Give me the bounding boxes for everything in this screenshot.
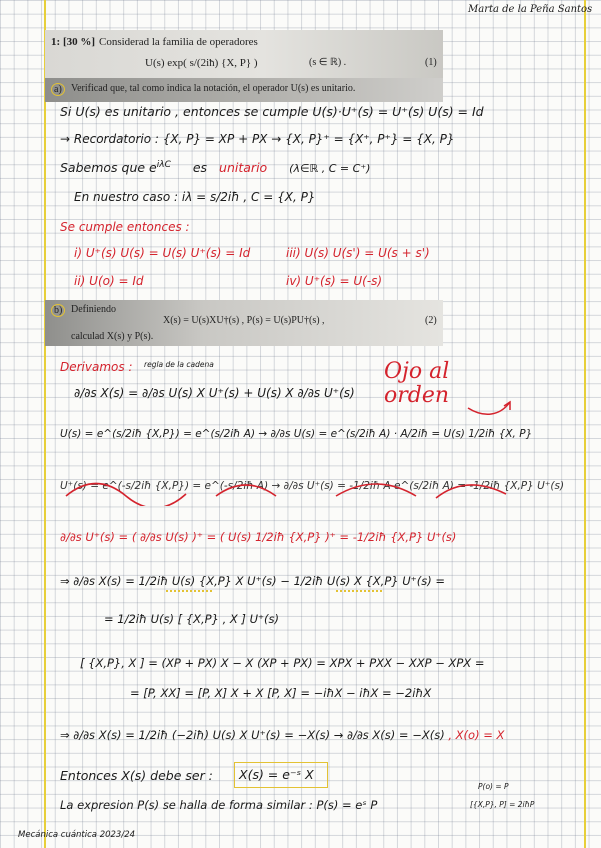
property-iv: iv) U⁺(s) = U(-s) <box>286 274 383 288</box>
result-formula: X(s) = e⁻ˢ X <box>239 767 314 782</box>
note-warning-order: Ojo al orden <box>384 359 450 408</box>
eq-commutator-form: = 1/2iħ U(s) [ {X,P} , X ] U⁺(s) <box>104 612 280 626</box>
highlight-wave-2 <box>336 590 382 592</box>
property-i: i) U⁺(s) U(s) = U(s) U⁺(s) = Id <box>74 246 251 260</box>
side-note-commutator: [{X,P}, P] = 2iħP <box>470 800 535 809</box>
side-note-p0: P(o) = P <box>478 782 509 791</box>
problem-eq-number: (1) <box>425 57 437 68</box>
problem-weight: [30 %] <box>63 36 96 48</box>
eq-ode-text: ⇒ ∂/∂s X(s) = 1/2iħ (−2iħ) U(s) X U⁺(s) = −X(s) → ∂/∂s X(s) = −X(s) <box>60 728 445 742</box>
part-b-ask: calculad X(s) y P(s). <box>71 331 154 342</box>
left-margin-line <box>44 0 46 848</box>
right-margin-line <box>584 0 586 848</box>
note-derive: Derivamos : <box>60 360 133 374</box>
part-b-formula: X(s) = U(s)XU†(s) , P(s) = U(s)PU†(s) , <box>163 315 325 326</box>
problem-formula: U(s) exp( s/(2iħ) {X, P} ) <box>145 57 258 69</box>
part-a-label: a) <box>51 83 65 96</box>
part-a-text: Verificad que, tal como indica la notación, el operador U(s) es unitario. <box>71 83 356 94</box>
problem-statement: Considerad la familia de operadores <box>99 36 258 48</box>
strike-scribble <box>56 466 516 506</box>
note-unitary-word: unitario <box>219 160 268 176</box>
eq-commutator-expand: [ {X,P}, X ] = (XP + PX) X − X (XP + PX) = XPX + PXX − XXP − XPX = <box>80 656 485 670</box>
part-b-label: b) <box>51 304 65 317</box>
note-reminder: → Recordatorio : {X, P} = XP + PX → {X, P}⁺ = {X⁺, P⁺} = {X, P} <box>60 132 455 146</box>
eq-x-derivative-expanded: ⇒ ∂/∂s X(s) = 1/2iħ U(s) {X,P} X U⁺(s) − 1/2iħ U(s) X {X,P} U⁺(s) = <box>60 574 445 588</box>
note-condition: (λ∈ℝ , C = C⁺) <box>289 162 371 176</box>
eq-initial-condition: , X(o) = X <box>448 728 505 742</box>
eq-crossed-out: U⁺(s) = e^(-s/2iħ {X,P}) = e^(-s/2iħ A) → ∂/∂s U⁺(s) = -1/2iħ A e^(s/2iħ A) = -1/2iħ {X,P} U⁺(s) <box>60 480 565 492</box>
note-our-case: En nuestro caso : iλ = s/2iħ , C = {X, P} <box>74 190 316 204</box>
property-iii: iii) U(s) U(s') = U(s + s') <box>286 246 430 260</box>
problem-domain: (s ∈ ℝ) . <box>309 57 347 68</box>
author-signature: Marta de la Peña Santos <box>468 4 593 15</box>
part-b-eq-number: (2) <box>425 315 437 326</box>
note-unitary-condition: Si U(s) es unitario , entonces se cumple U(s)·U⁺(s) = U⁺(s) U(s) = Id <box>60 104 484 119</box>
part-b-text: Definiendo <box>71 304 116 315</box>
note-we-know <box>60 160 370 175</box>
part-b-strip <box>45 300 443 346</box>
conclusion-text: Entonces X(s) debe ser : <box>60 768 213 783</box>
note-it-holds: Se cumple entonces : <box>60 220 190 234</box>
problem-statement-strip <box>45 30 443 102</box>
warning-arrow-icon <box>466 392 516 422</box>
note-we-know-mid: es <box>192 160 208 176</box>
eq-commutator-result: = [P, XX] = [P, X] X + X [P, X] = −iħX − iħX = −2iħX <box>130 686 432 700</box>
similar-result: La expresion P(s) se halla de forma similar : P(s) = eˢ P <box>60 798 378 812</box>
eq-u-exponential: U(s) = e^(s/2iħ {X,P}) = e^(s/2iħ A) → ∂/∂s U(s) = e^(s/2iħ A) · A/2iħ = U(s) 1/2iħ {X, P} <box>60 428 533 440</box>
note-chain-rule: regla de la cadena <box>144 360 214 369</box>
eq-u-dagger-derivative: ∂/∂s U⁺(s) = ( ∂/∂s U(s) )⁺ = ( U(s) 1/2iħ {X,P} )⁺ = -1/2iħ {X,P} U⁺(s) <box>60 530 457 544</box>
result-box <box>234 762 328 788</box>
note-we-know-exponent: iλC <box>156 160 171 170</box>
highlight-wave-1 <box>166 590 212 592</box>
eq-ode <box>60 728 504 742</box>
property-ii: ii) U(o) = Id <box>74 274 144 288</box>
note-we-know-text: Sabemos que e <box>60 160 157 176</box>
eq-derivative-chain: ∂/∂s X(s) = ∂/∂s U(s) X U⁺(s) + U(s) X ∂/∂s U⁺(s) <box>74 386 355 400</box>
problem-number: 1: <box>51 36 61 48</box>
footer-course: Mecánica cuántica 2023/24 <box>18 830 136 840</box>
part-a-strip <box>45 78 443 102</box>
